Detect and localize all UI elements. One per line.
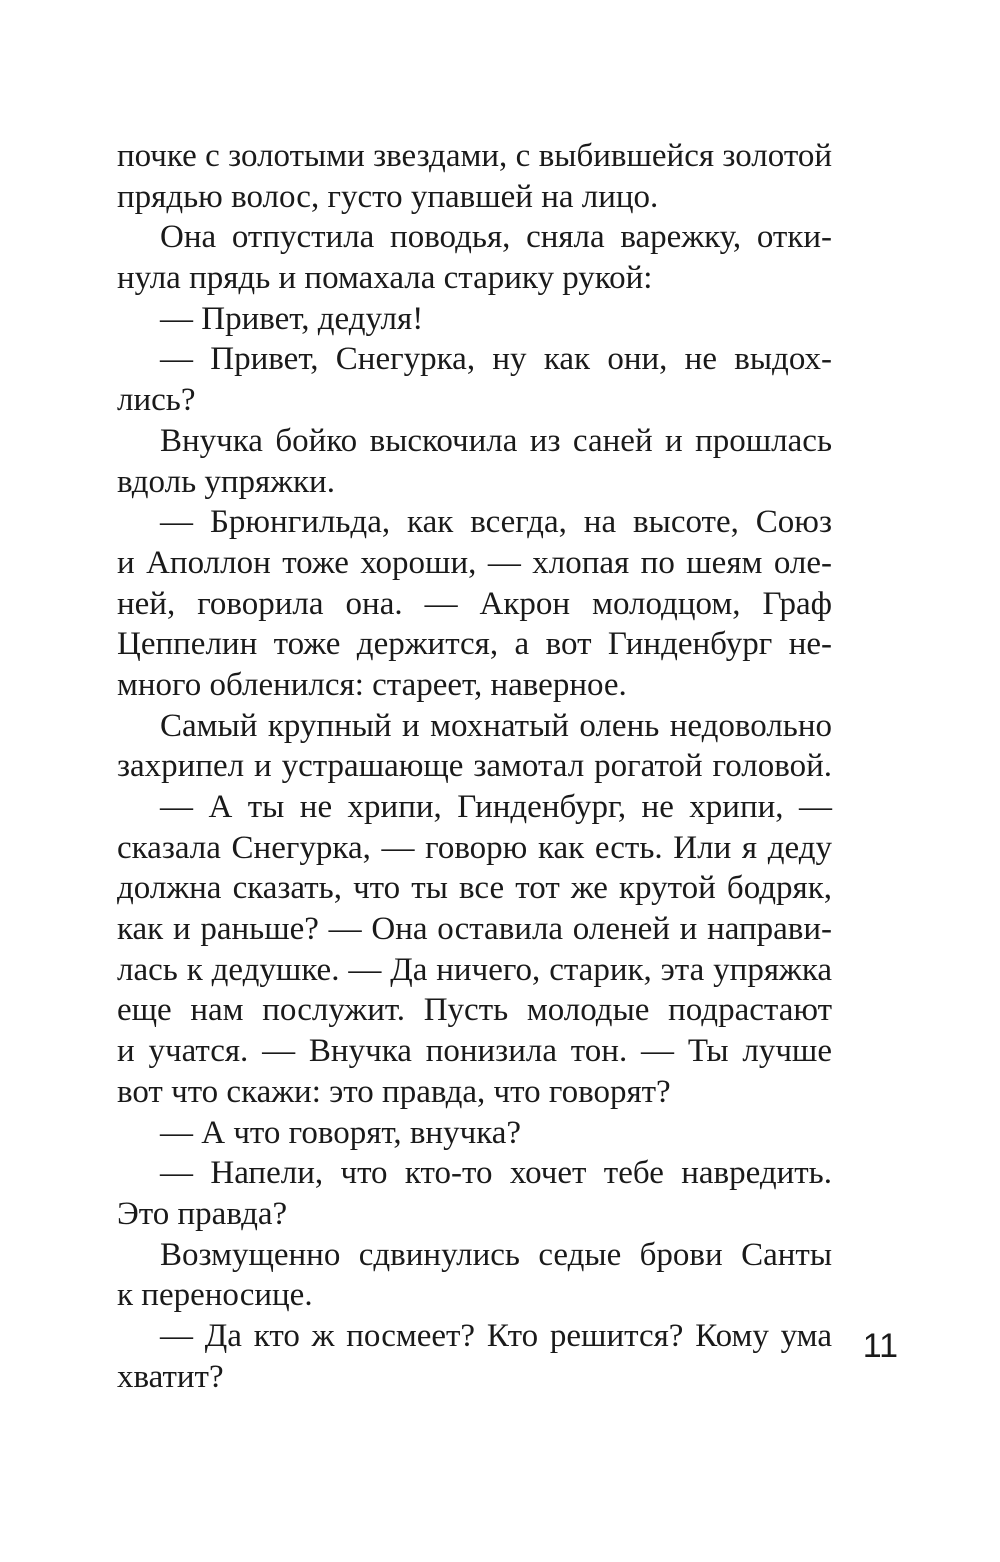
text-line: хватит? <box>117 1358 224 1395</box>
text-line: Она отпустила поводья, сняла варежку, отки- <box>160 219 832 256</box>
text-line: должна сказать, что ты все тот же крутой бодряк, <box>117 870 832 907</box>
text-line: лись? <box>117 382 196 419</box>
text-line: лась к дедушке. — Да ничего, старик, эта упряжка <box>117 951 832 988</box>
text-line: Возмущенно сдвинулись седые брови Санты <box>160 1236 832 1273</box>
text-line: много обленился: стареет, наверное. <box>117 666 627 703</box>
text-line: ней, говорила она. — Акрон молодцом, Граф <box>117 585 832 622</box>
text-line: — А что говорят, внучка? <box>160 1114 522 1151</box>
page-number: 11 <box>862 1327 898 1365</box>
text-line: захрипел и устрашающе замотал рогатой головой. <box>117 748 832 785</box>
text-line: и учатся. — Внучка понизила тон. — Ты лучше <box>117 1033 832 1070</box>
text-line: к переносице. <box>117 1277 313 1314</box>
text-line: Внучка бойко выскочила из саней и прошлась <box>160 422 832 459</box>
text-line: Цеппелин тоже держится, а вот Гинденбург не- <box>117 626 832 663</box>
text-line: — Брюнгильда, как всегда, на высоте, Союз <box>160 504 832 541</box>
text-line: Самый крупный и мохнатый олень недовольно <box>160 707 832 744</box>
text-line: вот что скажи: это правда, что говорят? <box>117 1073 671 1110</box>
text-line: почке с золотыми звездами, с выбившейся золотой <box>117 138 832 174</box>
text-line: и Аполлон тоже хороши, — хлопая по шеям оле- <box>117 544 832 581</box>
text-line: Это правда? <box>117 1195 288 1232</box>
text-line: прядью волос, густо упавшей на лицо. <box>117 178 659 215</box>
text-line: как и раньше? — Она оставила оленей и направи- <box>117 911 832 948</box>
text-line: нула прядь и помахала старику рукой: <box>117 260 653 297</box>
text-line: — Да кто ж посмеет? Кто решится? Кому ума <box>160 1317 832 1354</box>
text-line: вдоль упряжки. <box>117 463 335 500</box>
body-text <box>117 136 832 1397</box>
text-line: еще нам послужит. Пусть молодые подрастают <box>117 992 832 1029</box>
text-line: — А ты не хрипи, Гинденбург, не хрипи, — <box>160 789 832 825</box>
text-line: — Привет, Снегурка, ну как они, не выдох- <box>160 341 832 378</box>
text-line: — Привет, дедуля! <box>160 300 424 337</box>
text-line: сказала Снегурка, — говорю как есть. Или я деду <box>117 829 832 866</box>
text-line: — Напели, что кто-то хочет тебе навредить. <box>160 1155 832 1192</box>
